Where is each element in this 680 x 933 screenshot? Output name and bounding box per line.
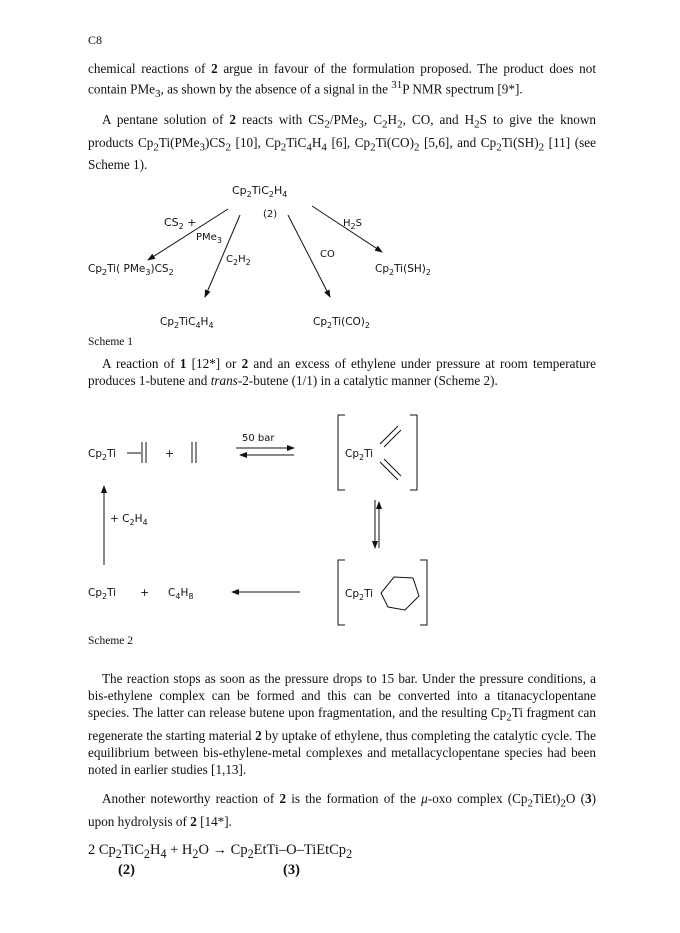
scheme1-reagent-cs2: $CS_2$ +	[164, 216, 197, 231]
paragraph-3: A reaction of 1 [12*] or 2 and an excess of ethylene under pressure at room temperature produces 1-butene and trans-2-butene (1/1) in a catalytic manner (Scheme 2).	[88, 356, 596, 388]
scheme2-plus-1: +	[165, 447, 175, 460]
scheme1-center-label: (2)	[263, 209, 278, 220]
scheme2-bis-ethylene-bottom-b	[384, 459, 401, 476]
scheme2-product-ti: $Cp_2Ti$	[88, 587, 117, 601]
scheme1-reagent-h2s: $H_2S$	[343, 218, 362, 231]
paragraph-4: The reaction stops as soon as the pressure drops to 15 bar. Under the pressure conditions, a bis-ethylene complex can be formed and this can be converted into a titanacyclopentane species. The latter can release butene upon fragmentation, and the resulting $Cp_2Ti$ fragment can regenerate the starting material 2 by uptake of ethylene, thus completing the catalytic cycle. The equilibrium between bis-ethylene-metal complexes and metallacyclopentane species had been noted in earlier studies [1,13].	[88, 671, 596, 777]
equation-label-3: (3)	[283, 862, 300, 878]
scheme1-product-cs2: $Cp_2Ti$( $PMe_3)CS_2$	[88, 263, 174, 277]
scheme2-pressure: 50 bar	[242, 433, 275, 444]
scheme-1-caption: Scheme 1	[88, 336, 134, 348]
scheme1-product-sh: $Cp_2Ti(SH)_2$	[375, 263, 431, 277]
scheme2-plus-2: +	[140, 586, 150, 599]
scheme-2-caption: Scheme 2	[88, 635, 134, 647]
scheme2-product-butene: $C_4H_8$	[168, 587, 194, 601]
scheme2-bracket-right-2	[420, 560, 427, 625]
scheme2-bracket-left-1	[338, 415, 345, 490]
equation: 2 $Cp_2TiC_2H_4 + H_2O$ → $Cp_2EtTi-O-TiEtCp_2$	[88, 842, 353, 861]
scheme1-reagent-co: CO	[320, 249, 335, 260]
paragraph-1: chemical reactions of 2 argue in favour of the formulation proposed. The product does not contain PMe$_3$, as shown by the absence of a signal in the $^{31}$P NMR spectrum [9*].	[88, 61, 596, 101]
scheme2-metallacycle-ring	[381, 577, 419, 610]
scheme2-bracket-right-1	[410, 415, 417, 490]
scheme2-metallacycle: $Cp_2Ti$	[345, 588, 374, 602]
scheme2-bis-ethylene-top-b	[384, 430, 401, 447]
scheme1-product-co: $Cp_2Ti(CO)_2$	[313, 316, 370, 330]
scheme1-center: $Cp_2TiC_2H_4$	[232, 184, 288, 199]
scheme1-reagent-pme3: PMe$_3$	[196, 232, 222, 245]
scheme2-bis-complex: $Cp_2Ti$	[345, 448, 374, 462]
scheme2-ethylene-uptake: + $C_2H_4$	[110, 513, 148, 527]
scheme1-product-c4h4: $Cp_2TiC_4H_4$	[160, 316, 214, 330]
paragraph-5: Another noteworthy reaction of 2 is the formation of the μ-oxo complex $(Cp_2TiEt)_2O$ (3) upon hydrolysis of 2 [14*].	[88, 791, 597, 829]
scheme2-bracket-left-2	[338, 560, 345, 625]
page-number: C8	[88, 33, 103, 47]
paragraph-2: A pentane solution of 2 reacts with $CS_2/PMe_3$, $C_2H_2$, CO, and $H_2S$ to give the known products $Cp_2Ti(PMe_3)CS_2$ [10], $Cp_2TiC_4H_4$ [6], $Cp_2Ti(CO)_2$ [5,6], and $Cp_2Ti(SH)_2$ [11] (see Scheme 1).	[88, 112, 597, 173]
scheme2-start: $Cp_2Ti$	[88, 448, 117, 462]
equation-label-2: (2)	[118, 862, 135, 878]
scheme1-reagent-c2h2: $C_2H_2$	[226, 254, 251, 267]
